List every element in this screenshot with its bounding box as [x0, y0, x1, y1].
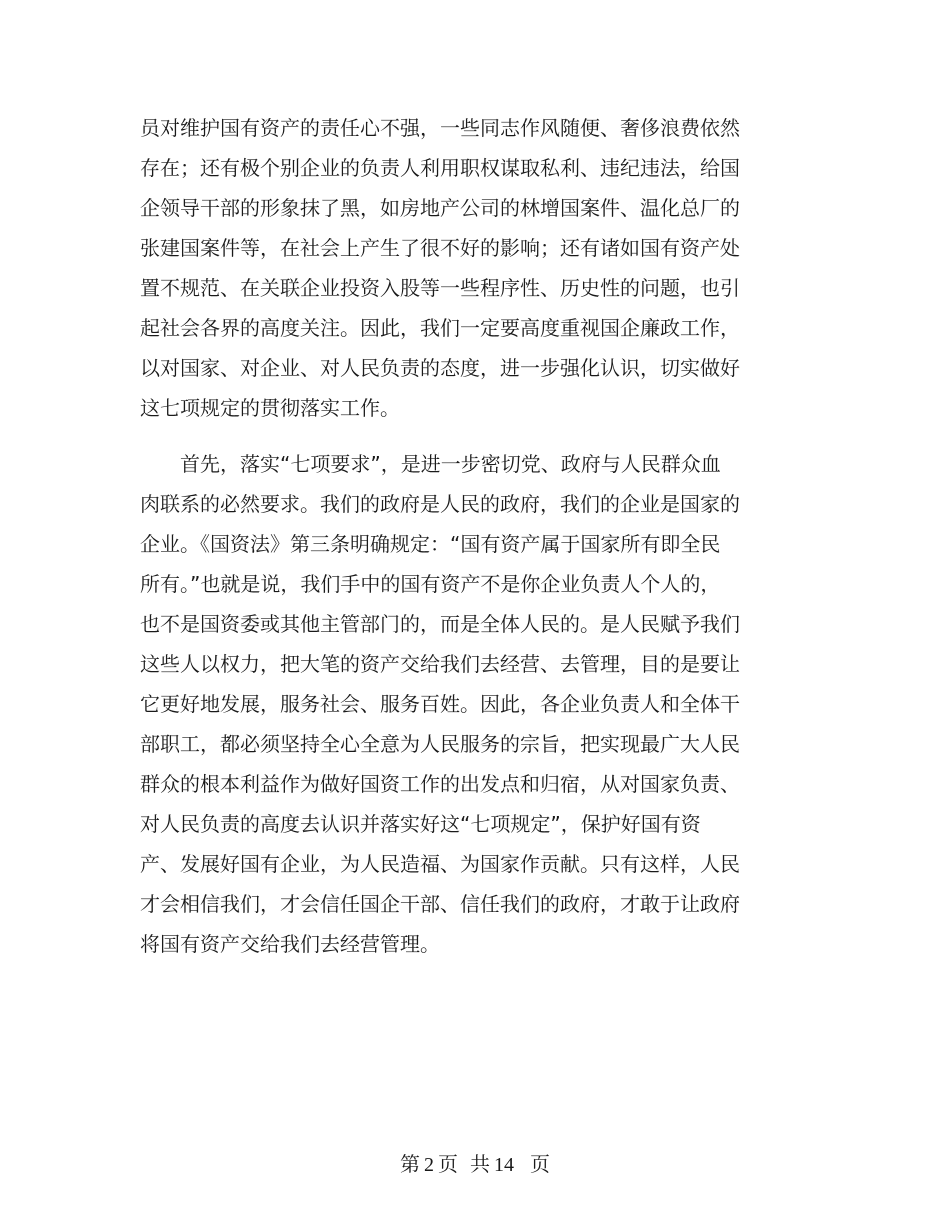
text-line: 存在；还有极个别企业的负责人利用职权谋取私利、违纪违法，给国 — [140, 156, 740, 180]
text-line: 这七项规定的贯彻落实工作。 — [140, 396, 400, 420]
footer-suffix: 页 — [530, 1152, 550, 1176]
text-line: 起社会各界的高度关注。因此，我们一定要高度重视国企廉政工作， — [140, 316, 740, 340]
total-pages-number: 14 — [494, 1154, 514, 1176]
footer-page-word: 页 — [438, 1152, 458, 1176]
page-footer — [0, 1150, 950, 1179]
text-line: 群众的根本利益作为做好国资工作的出发点和归宿，从对国家负责、 — [140, 772, 740, 796]
text-line: 才会相信我们，才会信任国企干部、信任我们的政府，才敢于让政府 — [140, 892, 740, 916]
text-line: 也不是国资委或其他主管部门的，而是全体人民的。是人民赋予我们 — [140, 612, 740, 636]
text-line: 员对维护国有资产的责任心不强，一些同志作风随便、奢侈浪费依然 — [140, 116, 740, 140]
text-line: 所有。”也就是说，我们手中的国有资产不是你企业负责人个人的， — [140, 572, 721, 596]
text-line: 将国有资产交给我们去经营管理。 — [140, 932, 440, 956]
text-line: 置不规范、在关联企业投资入股等一些程序性、历史性的问题，也引 — [140, 276, 740, 300]
footer-prefix: 第 — [400, 1152, 420, 1176]
text-line: 对人民负责的高度去认识并落实好这“七项规定”，保护好国有资 — [140, 812, 701, 836]
text-line: 这些人以权力，把大笔的资产交给我们去经营、去管理，目的是要让 — [140, 652, 740, 676]
paragraph — [140, 444, 780, 964]
text-line: 企业。《国资法》第三条明确规定：“国有资产属于国家所有即全民 — [140, 532, 721, 556]
footer-total-word: 共 — [470, 1152, 490, 1176]
text-line: 首先，落实“七项要求”，是进一步密切党、政府与人民群众血 — [140, 452, 721, 476]
text-line: 肉联系的必然要求。我们的政府是人民的政府，我们的企业是国家的 — [140, 492, 740, 516]
text-line: 它更好地发展，服务社会、服务百姓。因此，各企业负责人和全体干 — [140, 692, 740, 716]
paragraph-spacer — [140, 428, 780, 444]
body-text — [140, 108, 780, 964]
text-line: 张建国案件等，在社会上产生了很不好的影响；还有诸如国有资产处 — [140, 236, 740, 260]
text-line: 产、发展好国有企业，为人民造福、为国家作贡献。只有这样，人民 — [140, 852, 740, 876]
current-page-number: 2 — [424, 1154, 434, 1176]
paragraph — [140, 108, 780, 428]
text-line: 部职工，都必须坚持全心全意为人民服务的宗旨，把实现最广大人民 — [140, 732, 740, 756]
text-line: 以对国家、对企业、对人民负责的态度，进一步强化认识，切实做好 — [140, 356, 740, 380]
text-line: 企领导干部的形象抹了黑，如房地产公司的林增国案件、温化总厂的 — [140, 196, 740, 220]
